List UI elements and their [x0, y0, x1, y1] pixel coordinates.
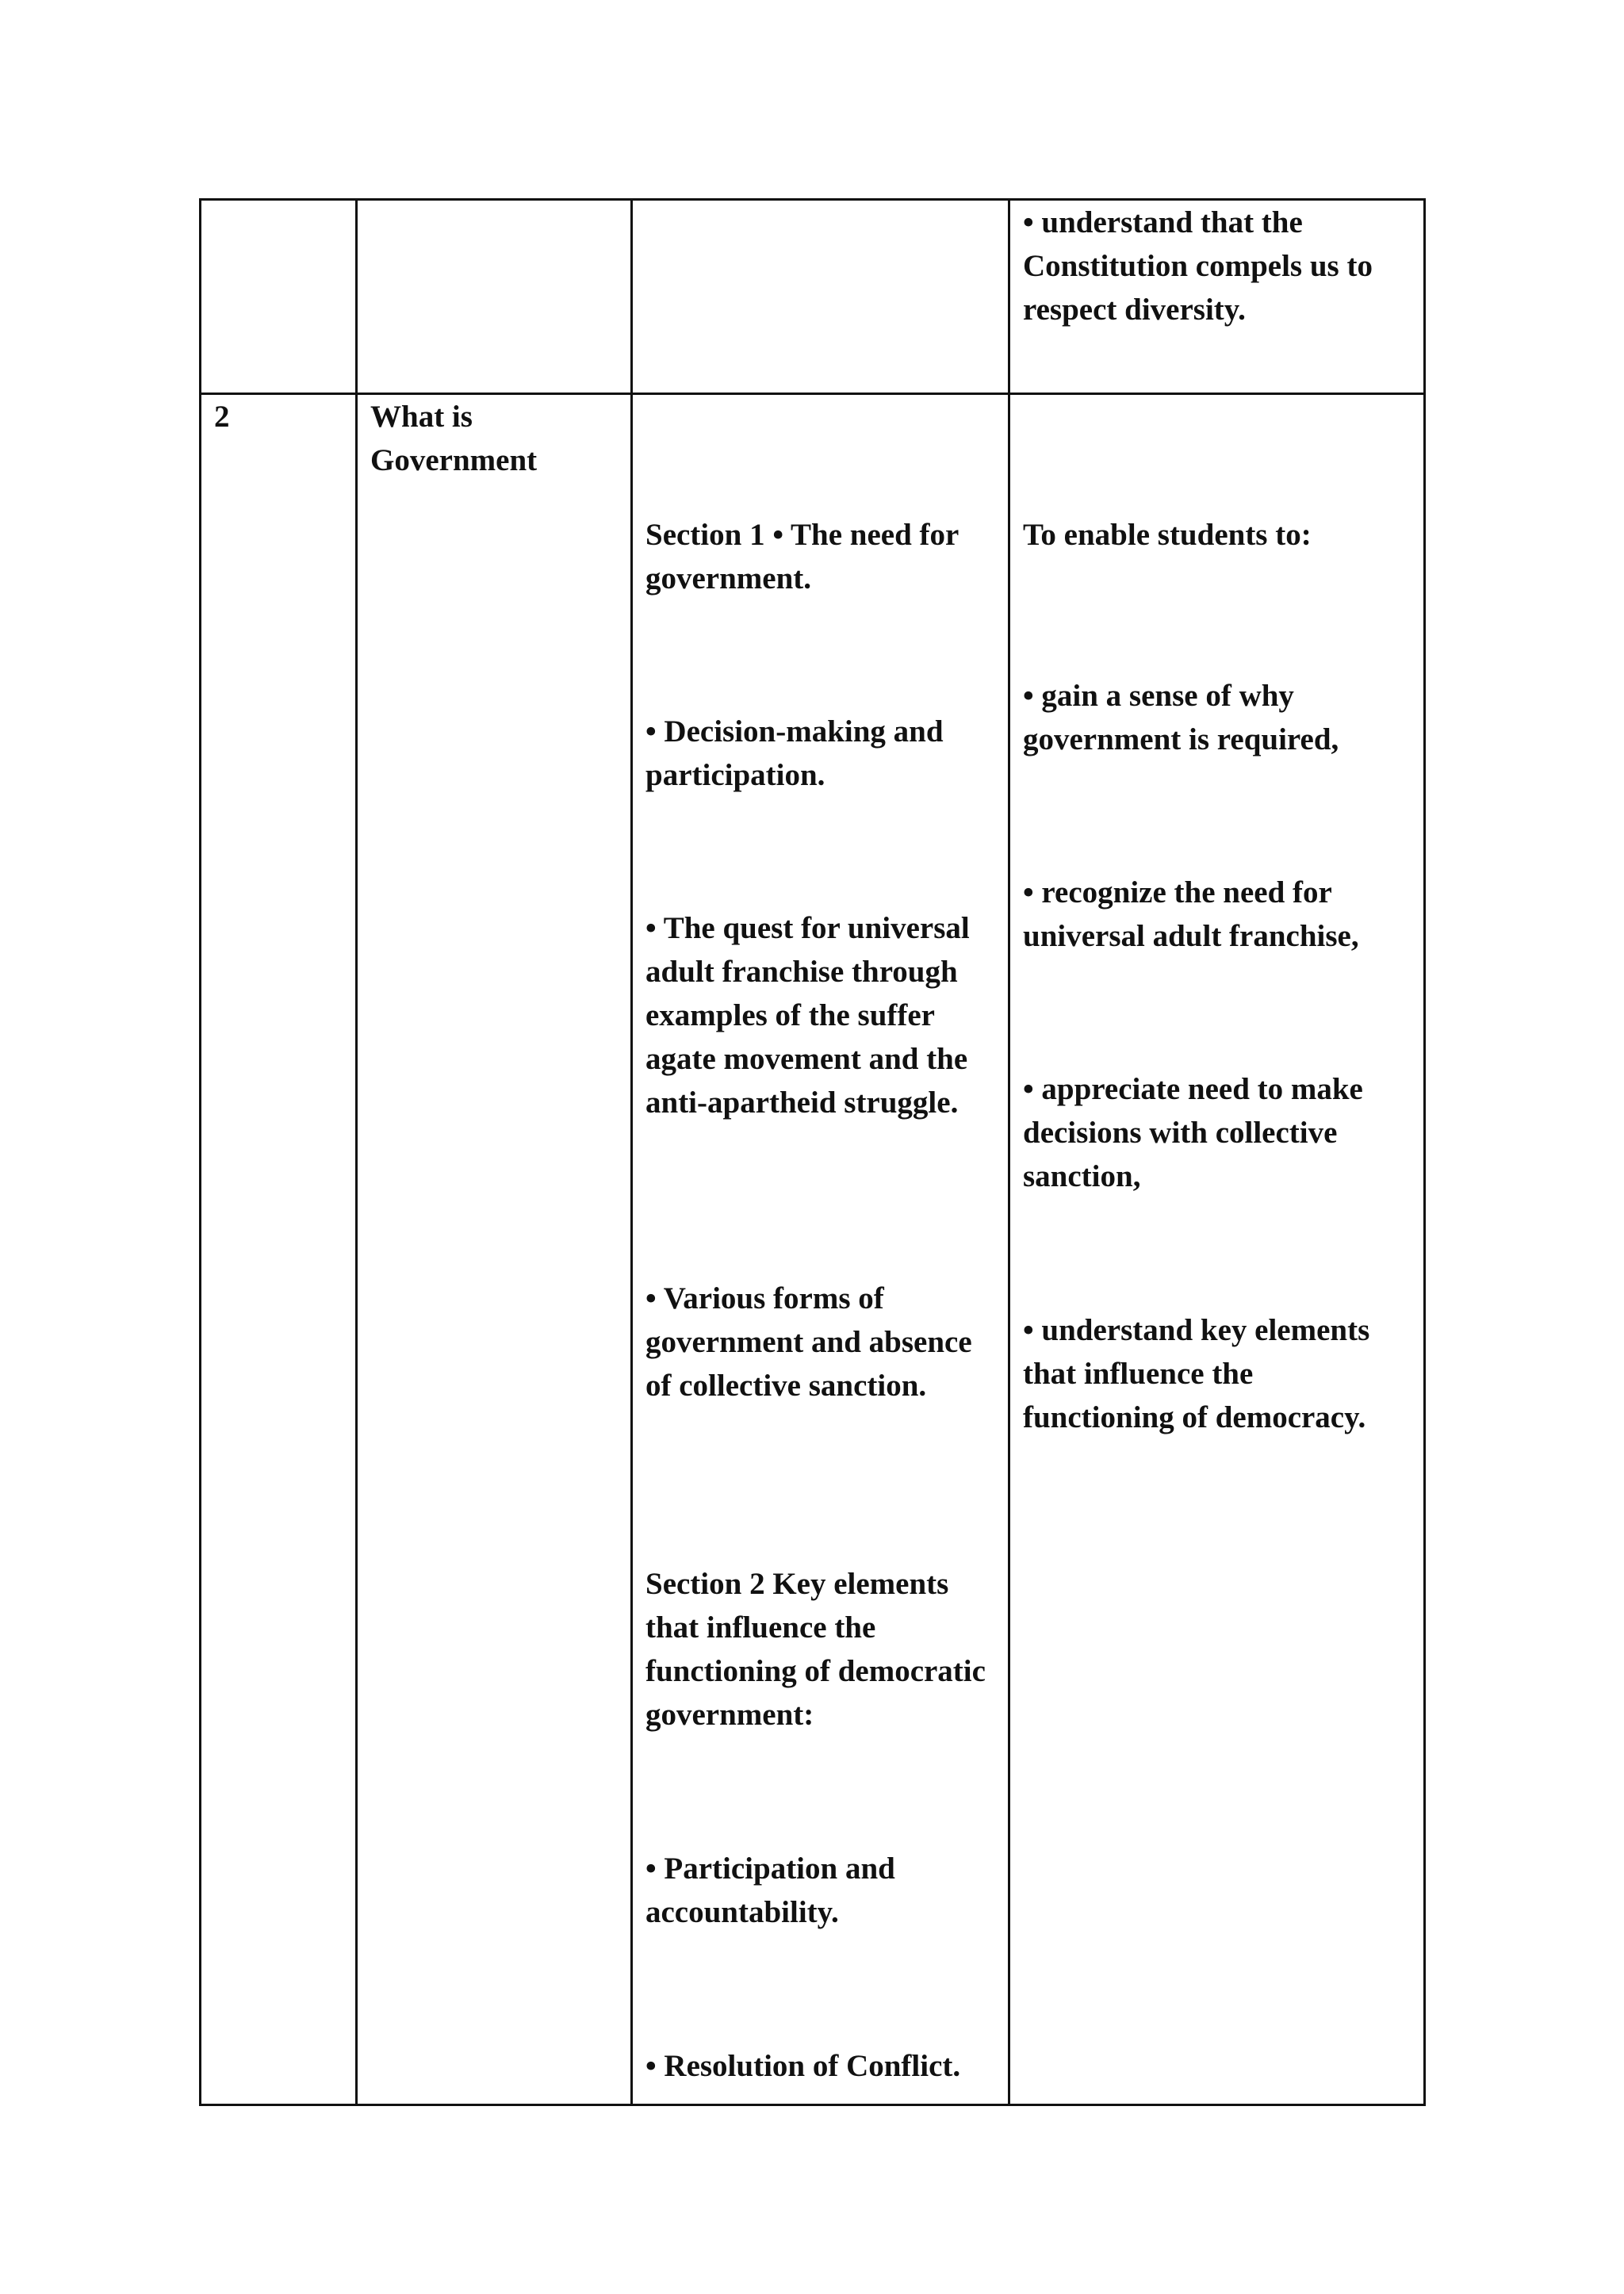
- topics-cell: [632, 394, 1009, 2105]
- topic-section-heading: Section 2 Key elements that influence the functioning of democratic government:: [645, 1567, 986, 1732]
- objective-item: • gain a sense of why government is required,: [1023, 679, 1339, 756]
- chapter-cell: [357, 394, 632, 2105]
- syllabus-table: [199, 198, 1426, 2106]
- topic-item: • The quest for universal adult franchise through examples of the suffer agate movement and the anti-apartheid struggle.: [645, 911, 970, 1120]
- topic-section-heading: Section 1 • The need for government.: [645, 518, 959, 596]
- objectives-cell: [1009, 200, 1425, 394]
- objective-item: • appreciate need to make decisions with collective sanction,: [1023, 1072, 1363, 1193]
- unit-number: 2: [214, 400, 230, 434]
- chapter-title: What is Government: [370, 400, 538, 477]
- topic-item: • Various forms of government and absence of collective sanction.: [645, 1281, 972, 1403]
- chapter-cell: [357, 200, 632, 394]
- topic-item: • Resolution of Conflict.: [645, 2049, 961, 2083]
- topic-item: • Decision-making and participation.: [645, 714, 944, 792]
- objectives-cell: [1009, 394, 1425, 2105]
- topics-cell: [632, 200, 1009, 394]
- unit-number-cell: [201, 394, 357, 2105]
- objectives-intro: To enable students to:: [1023, 518, 1312, 552]
- unit-number-cell: [201, 200, 357, 394]
- objective-item: • understand that the Constitution compels us to respect diversity.: [1023, 205, 1373, 327]
- objective-item: • understand key elements that influence the functioning of democracy.: [1023, 1313, 1370, 1434]
- objective-item: • recognize the need for universal adult franchise,: [1023, 875, 1359, 953]
- table-row: [201, 200, 1425, 394]
- table-row: [201, 394, 1425, 2105]
- topic-item: • Participation and accountability.: [645, 1852, 895, 1929]
